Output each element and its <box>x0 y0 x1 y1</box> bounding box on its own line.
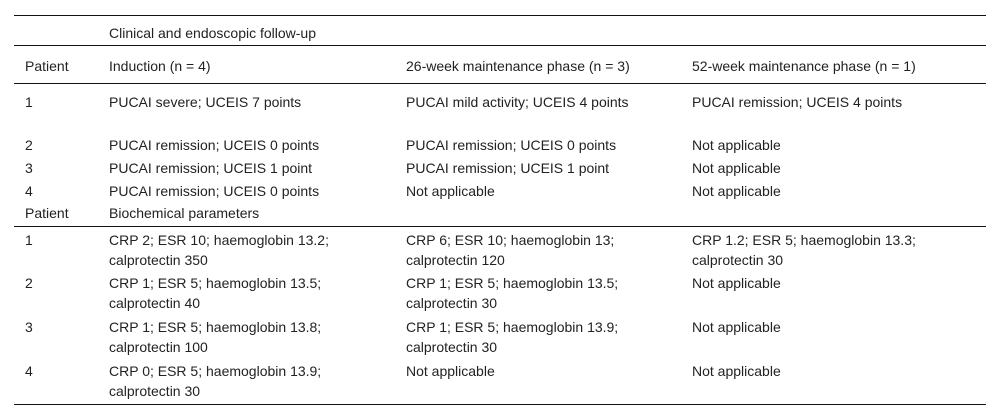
cell-induction: PUCAI remission; UCEIS 0 points <box>109 137 320 153</box>
biochem-header-row <box>14 203 986 226</box>
cell-week26: Not applicable <box>406 363 495 379</box>
table-row <box>14 84 986 134</box>
cell-induction: CRP 2; ESR 10; haemoglobin 13.2; calprotectin 350 <box>109 232 329 268</box>
cell-week26: PUCAI remission; UCEIS 1 point <box>406 160 610 176</box>
cell-week52: Not applicable <box>692 160 781 176</box>
cell-induction: PUCAI severe; UCEIS 7 points <box>109 94 302 110</box>
cell-week26: PUCAI remission; UCEIS 0 points <box>406 137 617 153</box>
cell-week26: Not applicable <box>406 183 495 199</box>
cell-patient: 4 <box>25 363 33 379</box>
cell-patient: 1 <box>25 94 33 110</box>
cell-week52: Not applicable <box>692 275 781 291</box>
cell-patient: 1 <box>25 232 33 248</box>
cell-week52: Not applicable <box>692 363 781 379</box>
cell-induction: CRP 1; ESR 5; haemoglobin 13.5; calprotectin 40 <box>109 275 322 311</box>
cell-week52: Not applicable <box>692 137 781 153</box>
cell-patient: 3 <box>25 160 33 176</box>
cell-induction: CRP 0; ESR 5; haemoglobin 13.9; calprotectin 30 <box>109 363 322 399</box>
cell-patient: 2 <box>25 137 33 153</box>
cell-week26: CRP 1; ESR 5; haemoglobin 13.5; calprotectin 30 <box>406 275 619 311</box>
follow-up-table <box>14 15 986 405</box>
cell-week26: CRP 1; ESR 5; haemoglobin 13.9; calprotectin 30 <box>406 319 619 355</box>
column-header-row <box>14 46 986 83</box>
table-row <box>14 316 986 360</box>
cell-week52: Not applicable <box>692 319 781 335</box>
cell-week52: PUCAI remission; UCEIS 4 points <box>692 94 903 110</box>
cell-induction: PUCAI remission; UCEIS 1 point <box>109 160 313 176</box>
biochem-header-label: Biochemical parameters <box>109 205 260 221</box>
col-header-week26: 26-week maintenance phase (n = 3) <box>406 58 630 74</box>
table-row <box>14 360 986 404</box>
col-header-induction: Induction (n = 4) <box>109 58 211 74</box>
cell-week26: PUCAI mild activity; UCEIS 4 points <box>406 94 629 110</box>
cell-induction: PUCAI remission; UCEIS 0 points <box>109 183 320 199</box>
group-header-row <box>14 16 986 45</box>
bottom-rule <box>14 404 986 405</box>
col-header-patient: Patient <box>25 58 69 74</box>
table-row <box>14 180 986 203</box>
group-header: Clinical and endoscopic follow-up <box>109 25 317 41</box>
cell-patient: 3 <box>25 319 33 335</box>
cell-week52: CRP 1.2; ESR 5; haemoglobin 13.3; calprotectin 30 <box>692 232 916 268</box>
cell-patient: 2 <box>25 275 33 291</box>
col-header-week52: 52-week maintenance phase (n = 1) <box>692 58 916 74</box>
table-row <box>14 157 986 180</box>
cell-patient: 4 <box>25 183 33 199</box>
cell-induction: CRP 1; ESR 5; haemoglobin 13.8; calprotectin 100 <box>109 319 322 355</box>
cell-week52: Not applicable <box>692 183 781 199</box>
cell-week26: CRP 6; ESR 10; haemoglobin 13; calprotectin 120 <box>406 232 615 268</box>
table-row <box>14 134 986 157</box>
biochem-header-patient: Patient <box>25 205 69 221</box>
table-row <box>14 227 986 272</box>
table-row <box>14 272 986 316</box>
